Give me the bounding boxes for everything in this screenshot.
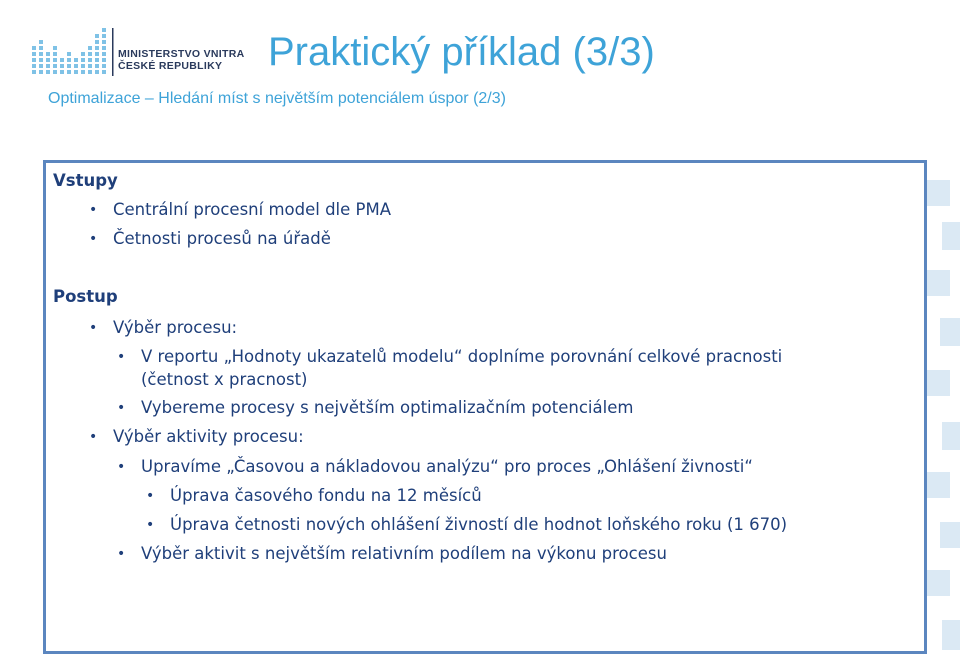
list-item: • Výběr aktivit s největším relativním podílem na výkonu procesu xyxy=(117,544,667,563)
list-item: • Výběr procesu: xyxy=(89,318,238,337)
list-item: • Četnosti procesů na úřadě xyxy=(89,229,331,248)
logo-text xyxy=(118,48,244,72)
logo-line-1: MINISTERSTVO VNITRA xyxy=(118,48,245,60)
section-heading-procedure: Postup xyxy=(53,287,118,306)
page-title: Praktický příklad (3/3) xyxy=(268,30,655,74)
list-item: • Úprava četnosti nových ohlášení živností dle hodnot loňského roku (1 670) xyxy=(146,515,788,534)
content-panel xyxy=(43,160,927,654)
section-heading-inputs: Vstupy xyxy=(53,171,118,190)
list-item: • Vybereme procesy s největším optimalizačním potenciálem xyxy=(117,398,634,417)
list-item: • V reportu „Hodnoty ukazatelů modelu“ doplníme porovnání celkové pracnosti xyxy=(117,347,783,366)
list-item: • Upravíme „Časovou a nákladovou analýzu“ pro proces „Ohlášení živnosti“ xyxy=(117,457,753,476)
list-item: • Výběr aktivity procesu: xyxy=(89,427,304,446)
logo-line-2: ČESKÉ REPUBLIKY xyxy=(118,60,223,72)
page-subtitle: Optimalizace – Hledání míst s největším potenciálem úspor (2/3) xyxy=(48,90,506,107)
list-item: • Centrální procesní model dle PMA xyxy=(89,200,392,219)
list-item-continuation: (četnost x pracnost) xyxy=(141,370,308,389)
list-item: • Úprava časového fondu na 12 měsíců xyxy=(146,486,482,505)
